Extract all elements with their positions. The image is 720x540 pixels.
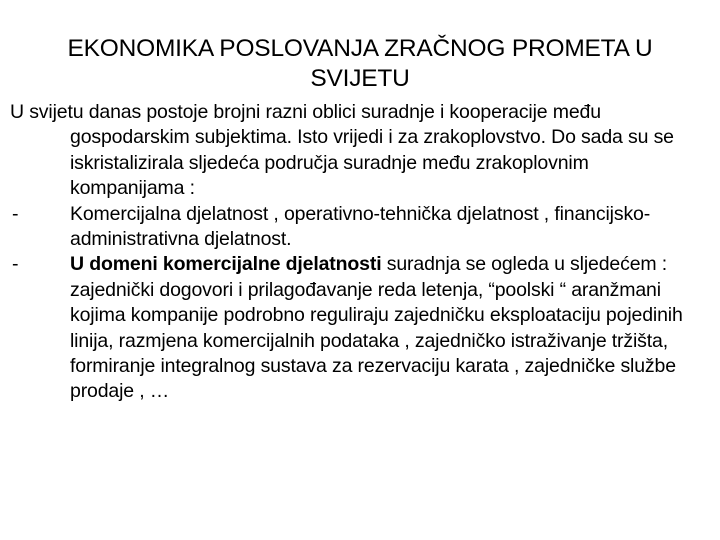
bullet-bold-text: U domeni komercijalne djelatnosti — [70, 253, 382, 276]
bullet-dash: - — [12, 202, 19, 225]
bullet-text: Komercijalna djelatnost , operativno-tehnička djelatnost , financijsko-administrativna djelatnost. — [70, 202, 651, 251]
intro-paragraph: U svijetu danas postoje brojni razni oblici suradnje i kooperacije među gospodarskim subjektima. Isto vrijedi i za zrakoplovstvo. Do sada su se iskristalizirala sljedeća područja suradnje među zrakoplovnim kompanijama : — [10, 101, 674, 200]
bullet-item — [10, 252, 700, 404]
bullet-dash: - — [12, 253, 19, 276]
bullet-text: suradnja se ogleda u sljedećem : zajednički dogovori i prilagođavanje reda letenja, “poolski “ aranžmani kojima kompanije podrobno reguliraju zajedničku eksploataciju pojedinih linija, razmjena komercijalnih podataka , zajedničko istraživanje tržišta, formiranje integralnog sustava za rezervaciju karata , zajedničke službe prodaje , … — [70, 253, 683, 403]
bullet-item — [10, 202, 700, 253]
slide-title: EKONOMIKA POSLOVANJA ZRAČNOG PROMETA U SVIJETU — [67, 35, 653, 92]
slide-body — [10, 100, 700, 405]
